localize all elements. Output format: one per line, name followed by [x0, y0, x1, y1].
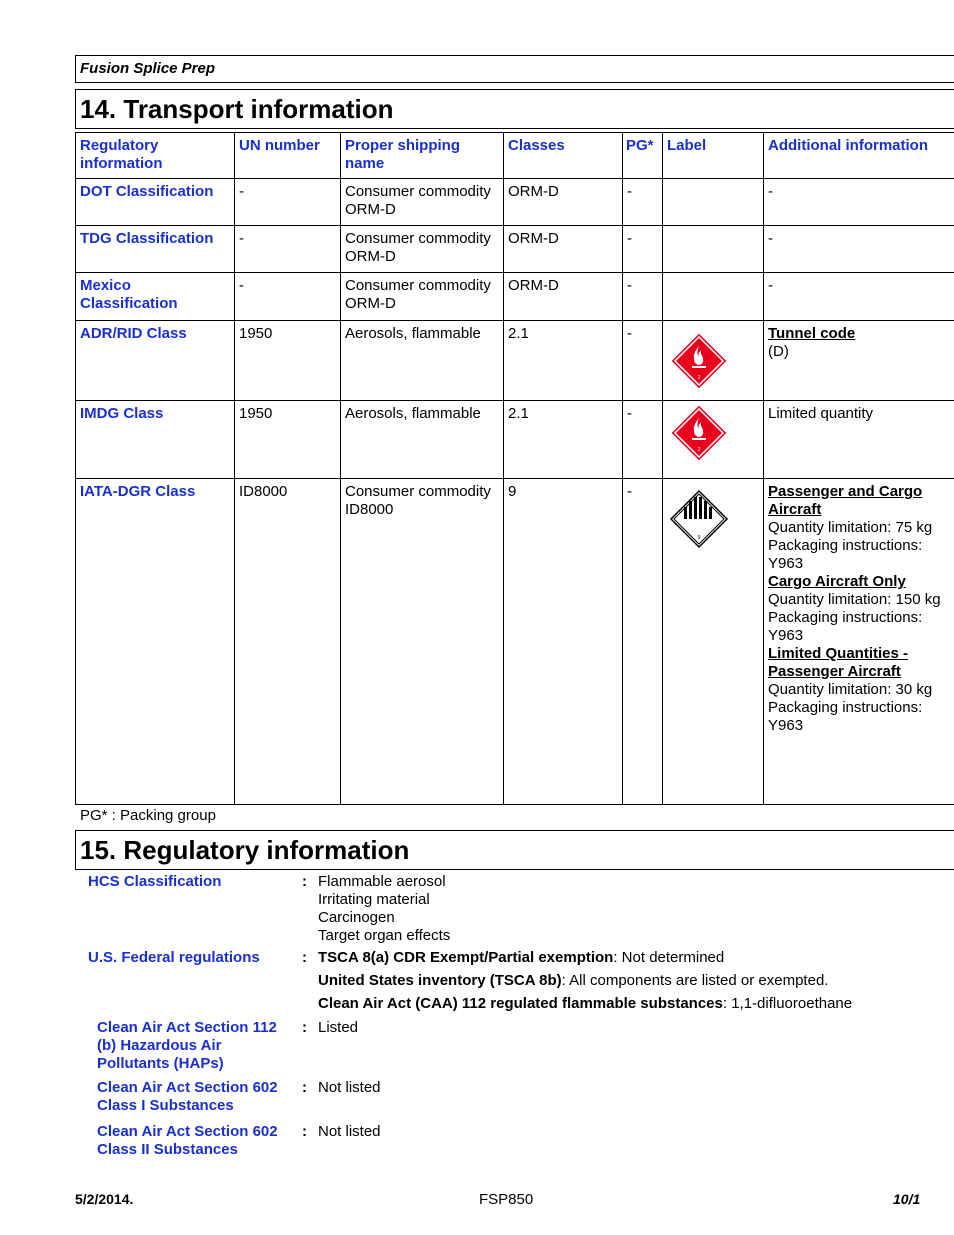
- additional-block-line: Packaging instructions: Y963: [768, 699, 923, 734]
- footer-page: 10/1: [893, 1191, 921, 1207]
- tunnel-code-value: (D): [768, 343, 789, 360]
- federal-label: U.S. Federal regulations: [88, 949, 260, 966]
- additional-block-title: Limited Quantities - Passenger Aircraft: [768, 645, 909, 680]
- label-cell: [663, 273, 764, 321]
- class-cell: ORM-D: [504, 179, 623, 226]
- un-cell: ID8000: [235, 479, 341, 805]
- section-14-title: 14. Transport information: [80, 94, 394, 124]
- name-cell: Aerosols, flammable: [341, 401, 504, 479]
- tunnel-code-title: Tunnel code: [768, 325, 856, 342]
- section-14-heading: [75, 89, 954, 129]
- colon: :: [302, 873, 307, 890]
- label-cell: [663, 226, 764, 273]
- hcs-value: Flammable aerosol: [318, 873, 446, 890]
- flammable-gas-diamond-icon: [669, 403, 729, 463]
- hcs-value: Irritating material: [318, 891, 430, 908]
- federal-item: [318, 972, 852, 995]
- name-cell: Consumer commodity ORM-D: [341, 226, 504, 273]
- additional-block-line: Quantity limitation: 75 kg: [768, 519, 933, 536]
- additional-cell: [764, 479, 954, 805]
- table-row: [76, 226, 954, 273]
- class-cell: 9: [504, 479, 623, 805]
- svg-text:2: 2: [697, 375, 701, 381]
- name-cell: Aerosols, flammable: [341, 321, 504, 401]
- federal-item-value: : Not determined: [613, 949, 725, 966]
- label-cell: [663, 479, 764, 805]
- colon: :: [302, 1123, 307, 1140]
- svg-text:2: 2: [697, 447, 701, 453]
- un-cell: -: [235, 226, 341, 273]
- additional-cell: Limited quantity: [764, 401, 954, 479]
- table-row: [76, 479, 954, 805]
- name-cell: Consumer commodity ORM-D: [341, 179, 504, 226]
- label-cell: [663, 321, 764, 401]
- col-header: PG*: [623, 133, 663, 179]
- pg-cell: -: [623, 273, 663, 321]
- federal-item: [318, 995, 852, 1018]
- pg-cell: -: [623, 401, 663, 479]
- additional-cell: -: [764, 179, 954, 226]
- hcs-value: Carcinogen: [318, 909, 395, 926]
- footer-date: 5/2/2014.: [75, 1191, 134, 1207]
- section-15-title: 15. Regulatory information: [80, 835, 410, 865]
- caa602-class1-label: Clean Air Act Section 602 Class I Substances: [97, 1079, 278, 1114]
- name-cell: Consumer commodity ORM-D: [341, 273, 504, 321]
- additional-block-line: Quantity limitation: 150 kg: [768, 591, 941, 608]
- class-cell: 2.1: [504, 321, 623, 401]
- colon: :: [302, 1079, 307, 1096]
- col-header: Proper shipping name: [341, 133, 504, 179]
- table-row: [76, 273, 954, 321]
- table-row: [76, 401, 954, 479]
- federal-item: [318, 949, 852, 972]
- class-cell: ORM-D: [504, 273, 623, 321]
- class-cell: ORM-D: [504, 226, 623, 273]
- caa602-class2-value: Not listed: [318, 1123, 381, 1140]
- un-cell: -: [235, 273, 341, 321]
- section-15-heading: [75, 830, 954, 870]
- federal-item-title: Clean Air Act (CAA) 112 regulated flammable substances: [318, 995, 723, 1012]
- table-row: [76, 179, 954, 226]
- additional-block-title: Cargo Aircraft Only: [768, 573, 906, 590]
- additional-cell: [764, 321, 954, 401]
- additional-block-line: Quantity limitation: 30 kg: [768, 681, 933, 698]
- additional-cell: -: [764, 226, 954, 273]
- col-header: UN number: [235, 133, 341, 179]
- hcs-value: Target organ effects: [318, 927, 451, 944]
- col-header: Classes: [504, 133, 623, 179]
- reg-cell: IATA-DGR Class: [76, 479, 235, 805]
- col-header: Regulatory information: [76, 133, 235, 179]
- flammable-gas-diamond-icon: [669, 331, 729, 391]
- un-cell: 1950: [235, 321, 341, 401]
- pg-cell: -: [623, 321, 663, 401]
- colon: :: [302, 949, 307, 966]
- hcs-label: HCS Classification: [88, 873, 222, 890]
- reg-cell: IMDG Class: [76, 401, 235, 479]
- hcs-values: [318, 873, 450, 945]
- reg-cell: Mexico Classification: [76, 273, 235, 321]
- pg-cell: -: [623, 226, 663, 273]
- col-header: Additional information: [764, 133, 954, 179]
- un-cell: 1950: [235, 401, 341, 479]
- label-cell: [663, 401, 764, 479]
- class-cell: 2.1: [504, 401, 623, 479]
- federal-item-title: TSCA 8(a) CDR Exempt/Partial exemption: [318, 949, 614, 966]
- footer-code: FSP850: [479, 1191, 534, 1208]
- reg-cell: TDG Classification: [76, 226, 235, 273]
- additional-block-title: Passenger and Cargo Aircraft: [768, 483, 923, 518]
- caa112-label: Clean Air Act Section 112 (b) Hazardous Air Pollutants (HAPs): [97, 1019, 277, 1072]
- reg-cell: ADR/RID Class: [76, 321, 235, 401]
- pg-cell: -: [623, 179, 663, 226]
- name-cell: Consumer commodity ID8000: [341, 479, 504, 805]
- additional-cell: -: [764, 273, 954, 321]
- document-header: [75, 55, 954, 83]
- class9-misc-diamond-icon: [669, 489, 729, 549]
- federal-item-value: : All components are listed or exempted.: [561, 972, 829, 989]
- federal-item-title: United States inventory (TSCA 8b): [318, 972, 562, 989]
- colon: :: [302, 1019, 307, 1036]
- transport-table: [75, 132, 954, 805]
- federal-values: [318, 949, 852, 1018]
- packing-group-note: PG* : Packing group: [80, 807, 216, 824]
- un-cell: -: [235, 179, 341, 226]
- additional-block-line: Packaging instructions: Y963: [768, 537, 923, 572]
- label-cell: [663, 179, 764, 226]
- caa602-class2-label: Clean Air Act Section 602 Class II Substances: [97, 1123, 278, 1158]
- caa602-class1-value: Not listed: [318, 1079, 381, 1096]
- col-header: Label: [663, 133, 764, 179]
- table-row: [76, 321, 954, 401]
- svg-text:9: 9: [697, 535, 701, 541]
- product-name: Fusion Splice Prep: [80, 60, 216, 77]
- federal-item-value: : 1,1-difluoroethane: [722, 995, 853, 1012]
- pg-cell: -: [623, 479, 663, 805]
- reg-cell: DOT Classification: [76, 179, 235, 226]
- caa112-value: Listed: [318, 1019, 359, 1036]
- additional-block-line: Packaging instructions: Y963: [768, 609, 923, 644]
- table-header-row: [76, 133, 954, 179]
